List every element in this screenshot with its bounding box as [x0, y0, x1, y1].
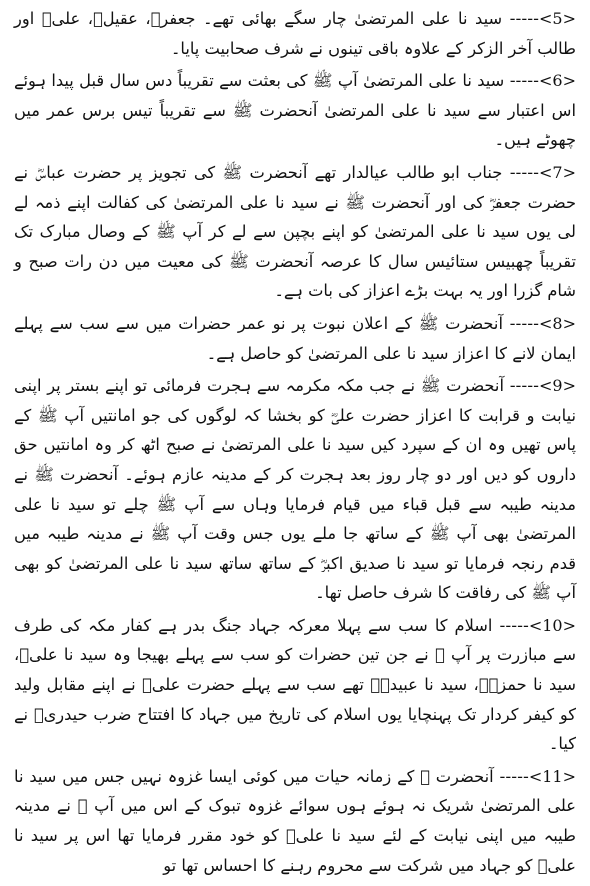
paragraph-8 — [14, 309, 576, 368]
paragraph-number: <6> — [539, 71, 577, 91]
dash-separator: ----- — [509, 376, 540, 396]
paragraph-5 — [14, 4, 576, 63]
paragraph-6 — [14, 66, 576, 155]
paragraph-text: آنحضرت ﷺ کے زمانہ حیات میں کوئی ایسا غزوہ نہیں جس میں سید نا علی المرتضیٰ شریک نہ ہوئے ہوں سوائے غزوہ تبوک کے اس میں آپ ﷺ نے مدینہ طیبہ میں اپنی نیابت کے لئے سید نا علیؓ کو خود مقرر فرمایا تھا اس پر سید نا علیؓ کو جہاد میں شرکت سے محروم رہنے کا احساس تھا تو — [14, 766, 576, 875]
paragraph-text: سید نا علی المرتضیٰ آپ ﷺ کی بعثت سے تقریباً دس سال قبل پیدا ہوئے اس اعتبار سے سید نا علی المرتضیٰ آنحضرت ﷺ سے تقریباً تیس برس عمر میں چھوٹے ہیں۔ — [14, 71, 576, 150]
dash-separator: ----- — [509, 9, 539, 28]
dash-separator: ----- — [509, 313, 539, 333]
paragraph-number: <9> — [539, 376, 577, 396]
paragraph-number: <11> — [528, 766, 576, 786]
paragraph-text: جناب ابو طالب عیالدار تھے آنحضرت ﷺ کی تجویز پر حضرت عباسؓ نے حضرت جعفرؓ کی اور آنحضرت ﷺ نے سید نا علی المرتضیٰ کی کفالت اپنے ذمہ لے لی یوں سید نا علی المرتضیٰ کو اپنے بچپن سے لے کر آپ ﷺ کے وصال مبارک تک تقریباً چھبیس ستائیس سال کا عرصہ آنحضرت ﷺ کی معیت میں دن رات صبح و شام گزرا اور یہ بہت بڑے اعزاز کی بات ہے۔ — [14, 162, 576, 301]
paragraph-text: اسلام کا سب سے پہلا معرکہ جہاد جنگ بدر ہے کفار مکہ کی طرف سے مبازرت پر آپ ﷺ نے جن تین حضرات کو سب سے پہلے بھیجا وہ سید نا علیؓ، سید نا حمزہؓ، سید نا عبیدہؓ تھے سب سے پہلے حضرت علیؓ نے اپنے مقابل ولید کو کیفر کردار تک پہنچایا یوں اسلام کی تاریخ میں جہاد کا افتتاح ضرب حیدریؓ نے کیا۔ — [14, 615, 576, 754]
paragraph-9 — [14, 371, 576, 608]
paragraph-text: سید نا علی المرتضیٰ چار سگے بھائی تھے۔ جعفرؓ، عقیلؓ، علیؓ اور طالب آخر الزکر کے علاوہ باقی تینوں نے شرف صحابیت پایا۔ — [14, 9, 576, 58]
paragraph-text: آنحضرت ﷺ کے اعلان نبوت پر نو عمر حضرات میں سے سب سے پہلے ایمان لانے کا اعزاز سید نا علی المرتضیٰ کو حاصل ہے۔ — [14, 313, 576, 363]
paragraph-number: <10> — [528, 615, 576, 635]
paragraph-number: <8> — [539, 313, 576, 333]
paragraph-7 — [14, 158, 576, 306]
dash-separator: ----- — [499, 766, 529, 786]
paragraph-text: آنحضرت ﷺ نے جب مکہ مکرمہ سے ہجرت فرمائی تو اپنے بستر پر اپنی نیابت و قرابت کا اعزاز حضرت علیؓ کو بخشا کہ لوگوں کی جو امانتیں آپ ﷺ کے پاس تھیں وہ ان کے سپرد کیں سید نا علی المرتضیٰ نے صبح اٹھ کر وہ امانتیں حق داروں کو دیں اور دو چار روز بعد ہجرت کر کے مدینہ عازم ہوئے۔ آنحضرت ﷺ نے مدینہ طیبہ سے قبل قباء میں قیام فرمایا وہاں سے آپ ﷺ چلے تو سید نا علی المرتضیٰ بھی آپ ﷺ کے ساتھ جا ملے یوں جس وقت آپ ﷺ نے مدینہ طیبہ میں قدم رنجہ فرمایا تو سید نا صدیق اکبرؓ کے ساتھ ساتھ سید نا علی المرتضیٰ کو بھی آپ ﷺ کی رفاقت کا شرف حاصل تھا۔ — [14, 376, 576, 603]
paragraph-11 — [14, 762, 576, 880]
dash-separator: ----- — [509, 71, 540, 91]
dash-separator: ----- — [509, 162, 540, 182]
paragraph-number: <5> — [539, 9, 576, 28]
paragraph-number: <7> — [539, 162, 577, 182]
paragraph-10 — [14, 611, 576, 759]
dash-separator: ----- — [499, 615, 529, 635]
